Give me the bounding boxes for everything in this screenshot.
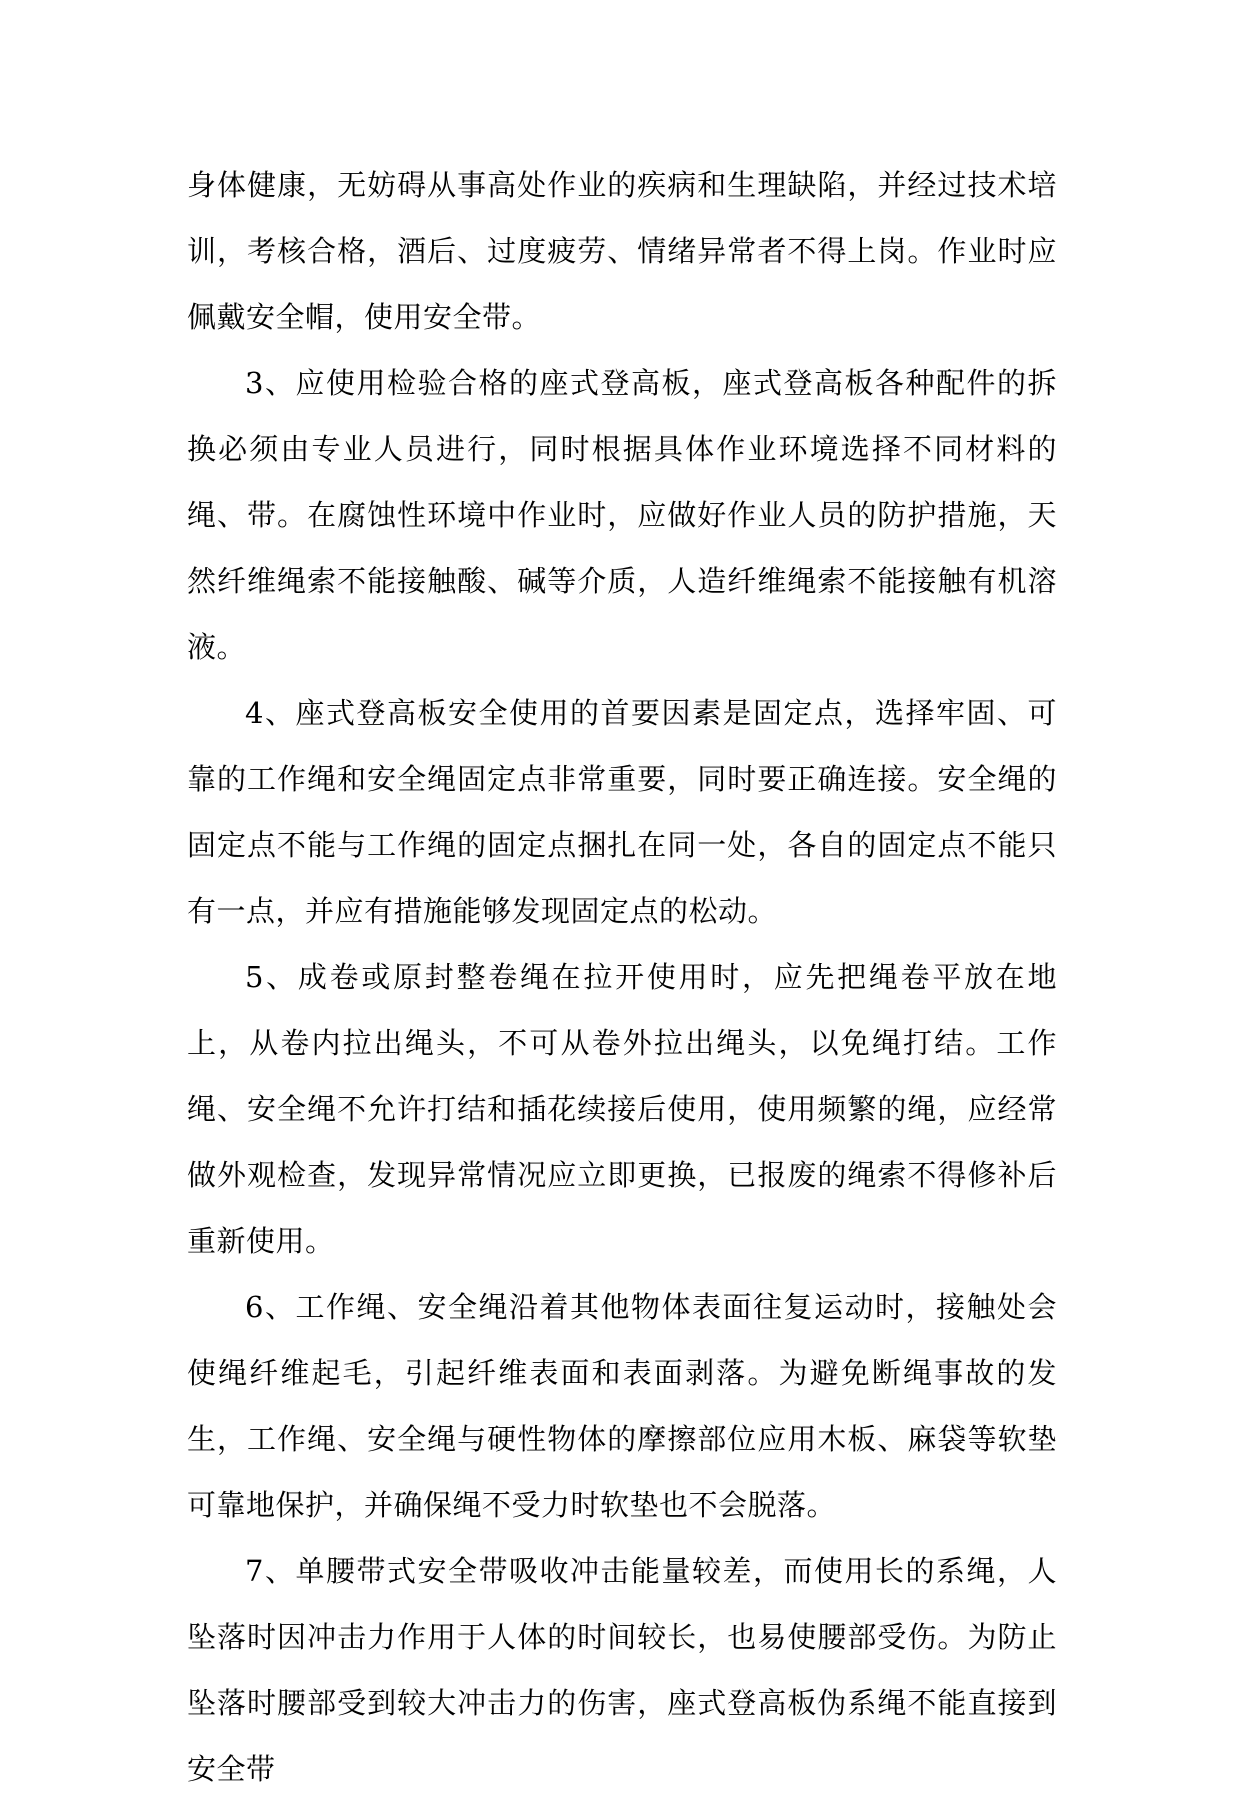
- paragraph-item-6: 6、工作绳、安全绳沿着其他物体表面往复运动时，接触处会使绳纤维起毛，引起纤维表面和表面剥落。为避免断绳事故的发生，工作绳、安全绳与硬性物体的摩擦部位应用木板、麻袋等软垫可靠地保护，并确保绳不受力时软垫也不会脱落。: [187, 1290, 1057, 1522]
- paragraph-item-3: 3、应使用检验合格的座式登高板，座式登高板各种配件的拆换必须由专业人员进行，同时根据具体作业环境选择不同材料的绳、带。在腐蚀性环境中作业时，应做好作业人员的防护措施，天然纤维绳索不能接触酸、碱等介质，人造纤维绳索不能接触有机溶液。: [187, 366, 1057, 664]
- paragraph-continuation: 身体健康，无妨碍从事高处作业的疾病和生理缺陷，并经过技术培训，考核合格，酒后、过度疲劳、情绪异常者不得上岗。作业时应佩戴安全帽，使用安全带。: [187, 168, 1057, 334]
- paragraph-item-5: 5、成卷或原封整卷绳在拉开使用时，应先把绳卷平放在地上，从卷内拉出绳头，不可从卷外拉出绳头，以免绳打结。工作绳、安全绳不允许打结和插花续接后使用，使用频繁的绳，应经常做外观检查，发现异常情况应立即更换，已报废的绳索不得修补后重新使用。: [187, 960, 1057, 1258]
- document-body: [187, 152, 1057, 1802]
- paragraph-item-4: 4、座式登高板安全使用的首要因素是固定点，选择牢固、可靠的工作绳和安全绳固定点非常重要，同时要正确连接。安全绳的固定点不能与工作绳的固定点捆扎在同一处，各自的固定点不能只有一点，并应有措施能够发现固定点的松动。: [187, 696, 1057, 928]
- paragraph-item-7: 7、单腰带式安全带吸收冲击能量较差，而使用长的系绳，人坠落时因冲击力作用于人体的时间较长，也易使腰部受伤。为防止坠落时腰部受到较大冲击力的伤害，座式登高板伪系绳不能直接到安全带: [187, 1554, 1057, 1786]
